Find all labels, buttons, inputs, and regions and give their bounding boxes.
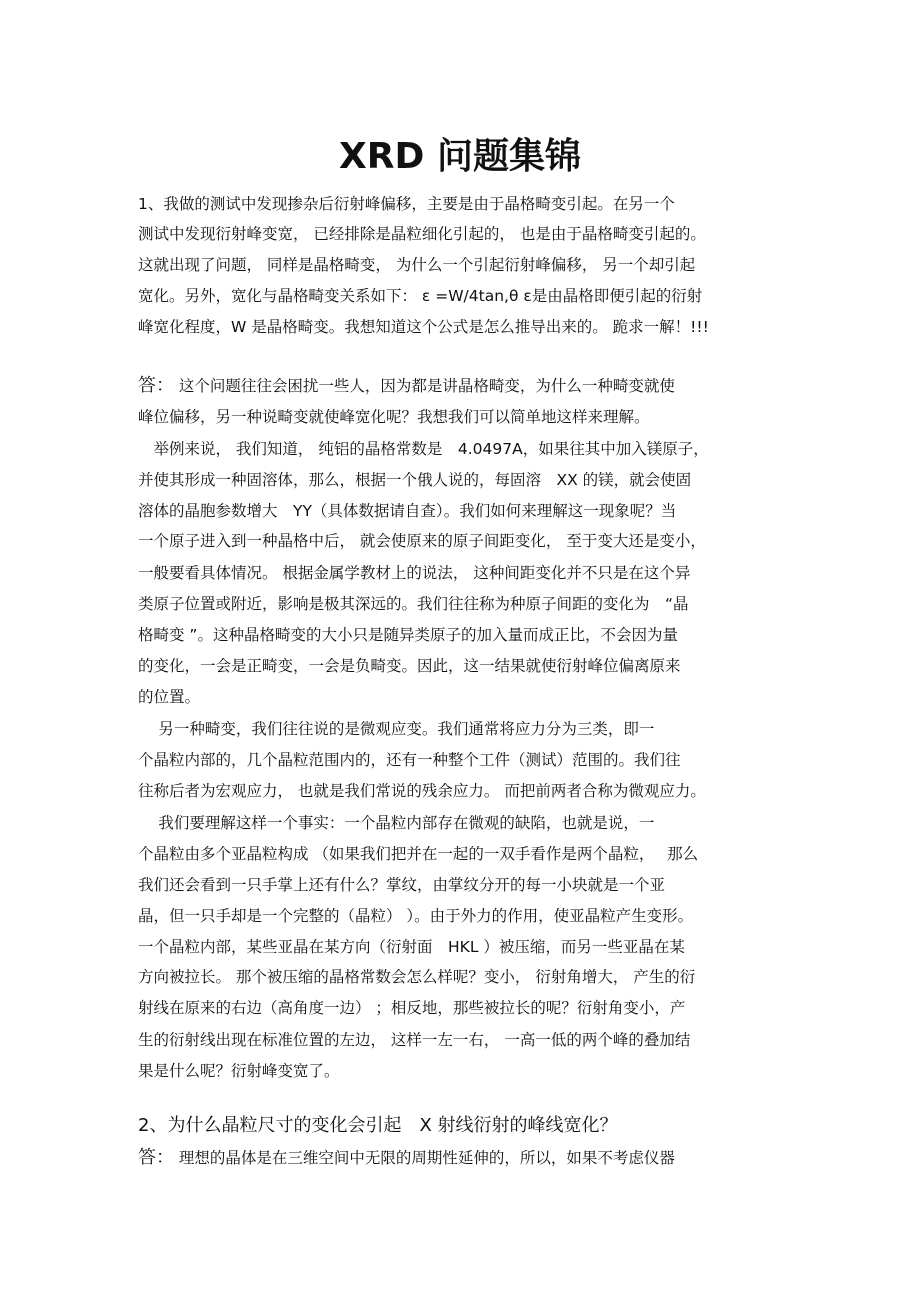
- text-line: 测试中发现衍射峰变宽， 已经排除是晶粒细化引起的， 也是由于晶格畸变引起的。: [138, 225, 706, 243]
- text-line: 峰宽化程度，W 是晶格畸变。我想知道这个公式是怎么推导出来的。 跪求一解！!!!: [138, 318, 709, 336]
- question-2-heading: 2、为什么晶粒尺寸的变化会引起 X 射线衍射的峰线宽化？: [138, 1115, 618, 1136]
- text-line: 我们还会看到一只手掌上还有什么？掌纹，由掌纹分开的每一小块就是一个亚: [138, 876, 666, 894]
- text-line: 一个晶粒内部，某些亚晶在某方向（衍射面 HKL ）被压缩，而另一些亚晶在某: [138, 938, 685, 956]
- text-line: 我们要理解这样一个事实：一个晶粒内部存在微观的缺陷，也就是说，一: [138, 814, 655, 832]
- text-line: 射线在原来的右边（高角度一边） ；相反地，那些被拉长的呢？衍射角变小，产: [138, 999, 686, 1017]
- page-title: XRD 问题集锦: [339, 136, 581, 177]
- text-line: 这就出现了问题， 同样是晶格畸变， 为什么一个引起衍射峰偏移， 另一个却引起: [138, 256, 696, 274]
- text-line: 1、我做的测试中发现掺杂后衍射峰偏移，主要是由于晶格畸变引起。在另一个: [138, 195, 675, 213]
- text-line: 宽化。另外，宽化与晶格畸变关系如下： ε =W/4tan,θ ε是由晶格即便引起的衍射: [138, 287, 703, 305]
- answer-label: 答：: [138, 375, 174, 396]
- text-line: 往称后者为宏观应力， 也就是我们常说的残余应力。 而把前两者合称为微观应力。: [138, 782, 706, 800]
- text-line: 个晶粒内部的，几个晶粒范围内的，还有一种整个工件（测试）范围的。我们往: [138, 751, 681, 769]
- text-line: 这个问题往往会困扰一些人，因为都是讲晶格畸变，为什么一种畸变就使: [174, 377, 675, 395]
- text-line: 果是什么呢？衍射峰变宽了。: [138, 1062, 340, 1080]
- text-line: 一个原子进入到一种晶格中后， 就会使原来的原子间距变化， 至于变大还是变小，: [138, 532, 706, 550]
- text-line: 溶体的晶胞参数增大 YY（具体数据请自查）。我们如何来理解这一现象呢？当: [138, 502, 677, 520]
- text-line: 类原子位置或附近，影响是极其深远的。我们往往称为种原子间距的变化为 “晶: [138, 595, 689, 613]
- text-line: 并使其形成一种固溶体，那么，根据一个俄人说的，每固溶 XX 的镁，就会使固: [138, 471, 692, 489]
- answer-label: 答：: [138, 1147, 174, 1168]
- answer-first-line: [138, 375, 675, 397]
- text-line: 的位置。: [138, 688, 201, 706]
- text-line: 的变化，一会是正畸变，一会是负畸变。因此，这一结果就使衍射峰位偏离原来: [138, 657, 681, 675]
- text-line: 生的衍射线出现在标准位置的左边， 这样一左一右， 一高一低的两个峰的叠加结: [138, 1031, 691, 1049]
- text-line: 晶，但一只手却是一个完整的（晶粒） ）。由于外力的作用，使亚晶粒产生变形。: [138, 907, 694, 925]
- text-line: 一般要看具体情况。 根据金属学教材上的说法， 这种间距变化并不只是在这个异: [138, 564, 691, 582]
- text-line: 举例来说， 我们知道， 纯铝的晶格常数是 4.0497A，如果往其中加入镁原子，: [138, 440, 709, 458]
- text-line: 个晶粒由多个亚晶粒构成 （如果我们把并在一起的一双手看作是两个晶粒， 那么: [138, 845, 699, 863]
- text-line: 峰位偏移，另一种说畸变就使峰宽化呢？我想我们可以简单地这样来理解。: [138, 408, 650, 426]
- text-line: 另一种畸变，我们往往说的是微观应变。我们通常将应力分为三类，即一: [138, 720, 655, 738]
- text-line: 理想的晶体是在三维空间中无限的周期性延伸的，所以，如果不考虑仪器: [174, 1149, 675, 1167]
- text-line: 格畸变 ”。这种晶格畸变的大小只是随异类原子的加入量而成正比，不会因为量: [138, 626, 678, 644]
- text-line: 方向被拉长。 那个被压缩的晶格常数会怎么样呢？变小， 衍射角增大， 产生的衍: [138, 968, 696, 986]
- answer-2-line: [138, 1147, 675, 1169]
